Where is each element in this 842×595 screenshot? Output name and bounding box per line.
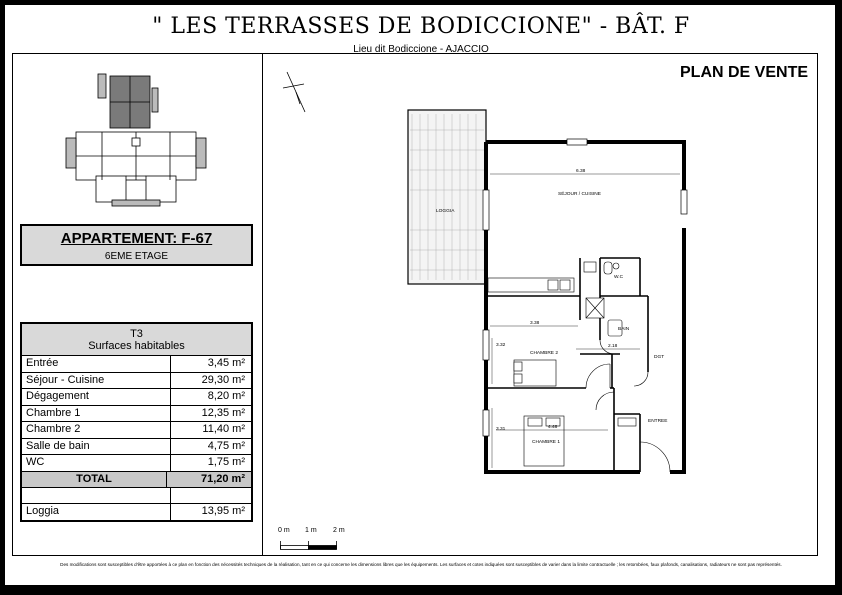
floor-plan-diagram bbox=[265, 60, 825, 520]
project-subtitle: Lieu dit Bodiccione - AJACCIO bbox=[353, 44, 489, 55]
room-label-entree: ENTREE bbox=[648, 419, 668, 424]
room-label-bain: BAIN bbox=[618, 327, 630, 332]
row-label: Séjour - Cuisine bbox=[22, 373, 171, 389]
room-label-chambre2: CHAMBRE 2 bbox=[530, 351, 558, 356]
surfaces-header bbox=[22, 324, 251, 356]
key-plan-diagram bbox=[62, 72, 212, 212]
scale-label-2: 2 m bbox=[333, 527, 345, 534]
dimension-ch1-width: 4.48 bbox=[548, 425, 558, 430]
table-row bbox=[22, 406, 251, 423]
apartment-box bbox=[20, 224, 253, 266]
surfaces-table bbox=[20, 322, 253, 522]
dimension-ch1-height: 3.31 bbox=[496, 427, 506, 432]
row-value: 4,75 m² bbox=[207, 439, 245, 452]
table-row bbox=[22, 356, 251, 373]
row-label: Entrée bbox=[22, 356, 171, 372]
apartment-type: T3 bbox=[130, 328, 143, 340]
row-value: 11,40 m² bbox=[202, 423, 245, 435]
bed-chambre-2 bbox=[514, 360, 556, 386]
plan-label: PLAN DE VENTE bbox=[680, 64, 809, 81]
north-arrow-icon bbox=[283, 72, 305, 112]
table-row bbox=[22, 389, 251, 406]
row-label: WC bbox=[22, 455, 171, 471]
apartment-name: APPARTEMENT: F-67 bbox=[60, 230, 213, 247]
scale-label-1: 1 m bbox=[305, 527, 317, 534]
dimension-ch2-width: 3.38 bbox=[530, 321, 540, 326]
table-row bbox=[22, 422, 251, 439]
spacer-row bbox=[22, 488, 251, 504]
loggia-row bbox=[22, 504, 251, 520]
row-label: Chambre 2 bbox=[22, 422, 171, 438]
row-value: 12,35 m² bbox=[201, 406, 245, 419]
table-row bbox=[22, 373, 251, 390]
loggia-value: 13,95 m² bbox=[201, 505, 245, 517]
room-label-sejour: SÉJOUR / CUISINE bbox=[558, 192, 601, 197]
row-label: Salle de bain bbox=[22, 439, 171, 455]
row-value: 29,30 m² bbox=[201, 373, 245, 386]
room-label-loggia: LOGGIA bbox=[436, 209, 455, 214]
room-label-chambre1: CHAMBRE 1 bbox=[532, 440, 560, 445]
frame-divider bbox=[262, 53, 263, 556]
dimension-top: 6.38 bbox=[576, 169, 586, 174]
project-title: " LES TERRASSES DE BODICCIONE" - BÂT. F bbox=[152, 14, 690, 39]
table-row bbox=[22, 439, 251, 456]
surfaces-heading: Surfaces habitables bbox=[88, 340, 185, 352]
loggia-label: Loggia bbox=[22, 504, 171, 520]
table-row bbox=[22, 455, 251, 472]
total-label: TOTAL bbox=[22, 472, 167, 488]
dimension-ch2-height: 3.32 bbox=[496, 343, 506, 348]
scale-label-0: 0 m bbox=[278, 527, 290, 534]
row-value: 3,45 m² bbox=[207, 357, 245, 369]
row-label: Dégagement bbox=[22, 389, 171, 405]
scale-graphic bbox=[280, 539, 340, 551]
room-label-dgt: DGT bbox=[654, 355, 665, 360]
total-value: 71,20 m² bbox=[200, 472, 245, 485]
row-label: Chambre 1 bbox=[22, 406, 171, 422]
loggia-area bbox=[408, 110, 486, 284]
apartment-floor: 6EME ETAGE bbox=[104, 251, 169, 262]
row-value: 1,75 m² bbox=[207, 456, 245, 468]
dimension-bain-width: 2.18 bbox=[608, 344, 618, 349]
legal-disclaimer: Des modifications sont susceptibles d'être apportées à ce plan en fonction des nécessités techniques de la réalisation, tant en ce qui concerne les dimensions libres que les équipements. Les surfaces et cotes indiquées sont susceptibles de varier dans la limite contractuelle ; les retombées, faux plafonds, canalisations, radiateurs ne sont pas représentés. bbox=[60, 562, 782, 567]
row-value: 8,20 m² bbox=[207, 390, 245, 402]
room-label-wc: W.C bbox=[614, 275, 624, 280]
total-row bbox=[22, 472, 251, 489]
